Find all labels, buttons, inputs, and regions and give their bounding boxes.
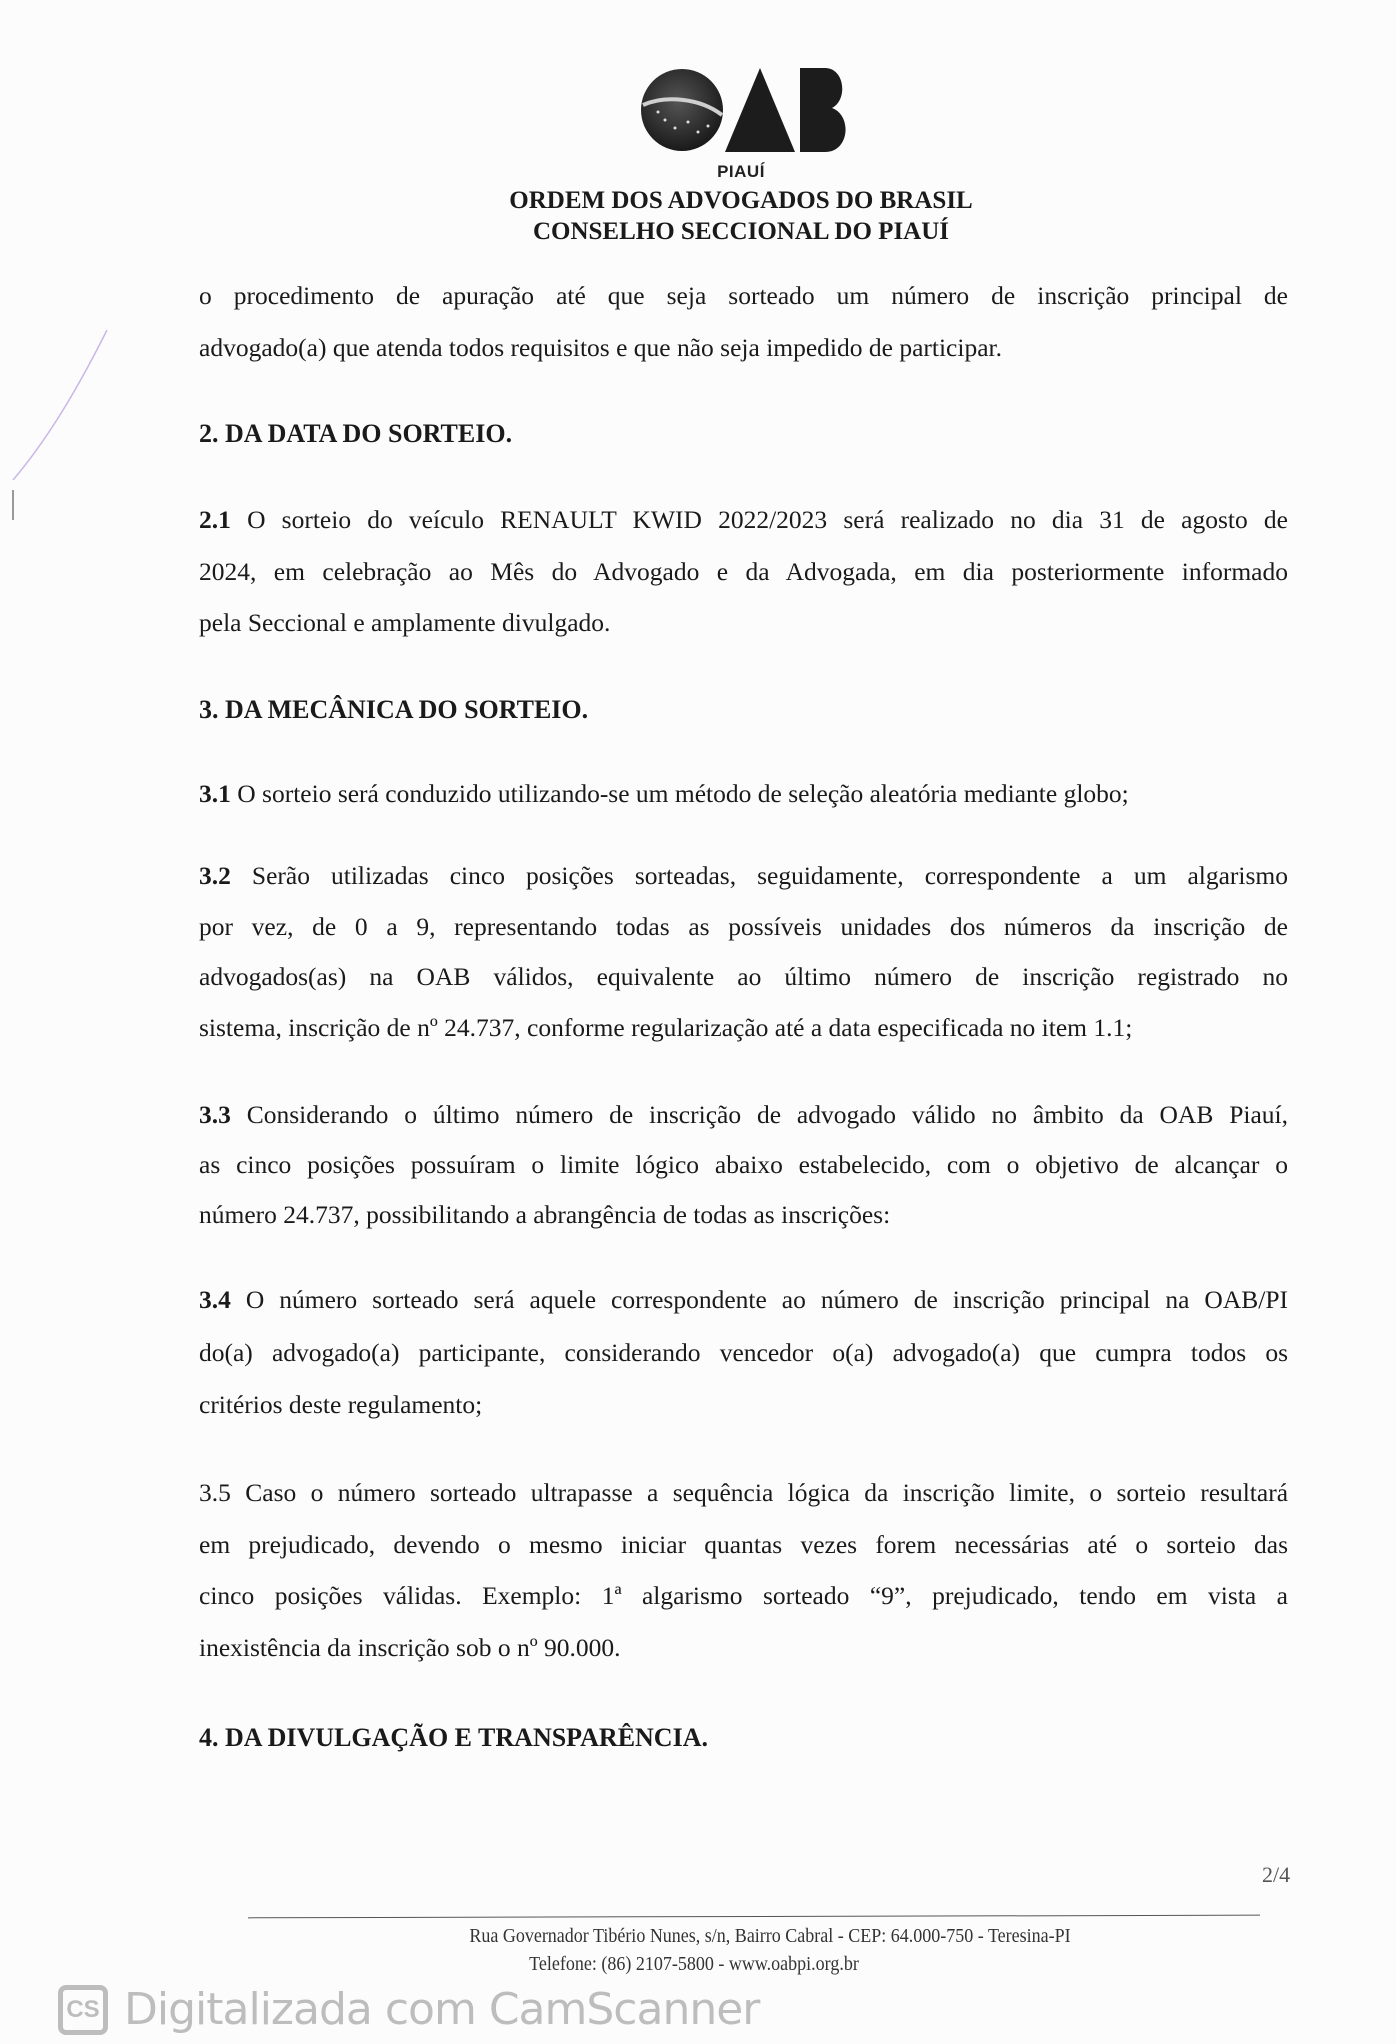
text-line: 2024, em celebração ao Mês do Advogado e da Advogada, em dia posteriormente informado bbox=[199, 556, 1288, 586]
item-number: 3.3 bbox=[199, 1100, 231, 1129]
text-line: do(a) advogado(a) participante, considerando vencedor o(a) advogado(a) que cumpra todos os bbox=[199, 1337, 1288, 1367]
section-heading-4: 4. DA DIVULGAÇÃO E TRANSPARÊNCIA. bbox=[199, 1723, 708, 1752]
text-line: cinco posições válidas. Exemplo: 1ª algarismo sorteado “9”, prejudicado, tendo em vista a bbox=[199, 1581, 1288, 1610]
text-line: Considerando o último número de inscrição de advogado válido no âmbito da OAB Piauí, bbox=[246, 1100, 1289, 1129]
text-line: inexistência da inscrição sob o nº 90.000. bbox=[199, 1632, 621, 1662]
text-line: Serão utilizadas cinco posições sorteadas, seguidamente, correspondente a um algarismo bbox=[251, 861, 1288, 890]
item-number: 3.2 bbox=[199, 861, 231, 890]
text-line: pela Seccional e amplamente divulgado. bbox=[199, 608, 611, 637]
camscanner-icon: CS bbox=[58, 1985, 108, 2035]
section-heading-2: 2. DA DATA DO SORTEIO. bbox=[199, 419, 513, 448]
watermark-text: Digitalizada com CamScanner bbox=[124, 1984, 760, 2035]
item-number: 3.1 bbox=[199, 779, 231, 808]
text-line: em prejudicado, devendo o mesmo iniciar quantas vezes forem necessárias até o sorteio das bbox=[199, 1529, 1288, 1559]
item-number: 2.1 bbox=[199, 505, 231, 534]
item-3-4 bbox=[199, 1274, 1288, 1432]
text-line: critérios deste regulamento; bbox=[199, 1390, 483, 1419]
camscanner-watermark bbox=[58, 1982, 759, 2038]
council-name: CONSELHO SECCIONAL DO PIAUÍ bbox=[532, 218, 950, 245]
org-name: ORDEM DOS ADVOGADOS DO BRASIL bbox=[509, 187, 973, 214]
text-line: número 24.737, possibilitando a abrangência de todas as inscrições: bbox=[199, 1200, 891, 1229]
text-line: por vez, de 0 a 9, representando todas as possíveis unidades dos números da inscrição de bbox=[199, 911, 1288, 941]
oab-logo bbox=[640, 60, 850, 160]
text-line: O sorteio do veículo RENAULT KWID 2022/2023 será realizado no dia 31 de agosto de bbox=[247, 505, 1288, 534]
logo-region-label: PIAUÍ bbox=[717, 162, 765, 181]
footer-contact: Telefone: (86) 2107-5800 - www.oabpi.org.br bbox=[529, 1953, 859, 1975]
scan-edge-mark bbox=[7, 330, 117, 520]
intro-paragraph bbox=[199, 270, 1288, 373]
item-number: 3.5 bbox=[199, 1478, 231, 1507]
text-line: sistema, inscrição de nº 24.737, conforme regularização até a data especificada no item 1.1; bbox=[199, 1012, 1133, 1042]
footer-divider bbox=[248, 1915, 1260, 1919]
item-3-1 bbox=[199, 768, 1288, 820]
section-heading-3: 3. DA MECÂNICA DO SORTEIO. bbox=[199, 695, 589, 724]
text-line: advogados(as) na OAB válidos, equivalente ao último número de inscrição registrado no bbox=[199, 962, 1288, 991]
item-3-5 bbox=[199, 1467, 1288, 1673]
text-line: O número sorteado será aquele correspondente ao número de inscrição principal na OAB/PI bbox=[245, 1285, 1289, 1314]
item-number: 3.4 bbox=[199, 1285, 231, 1314]
text-line: o procedimento de apuração até que seja sorteado um número de inscrição principal de bbox=[199, 281, 1288, 310]
text-line: Caso o número sorteado ultrapasse a sequência lógica da inscrição limite, o sorteio resultará bbox=[245, 1478, 1289, 1507]
item-2-1 bbox=[199, 494, 1288, 649]
page-number: 2/4 bbox=[1262, 1862, 1291, 1887]
item-3-3 bbox=[199, 1090, 1288, 1240]
text-line: advogado(a) que atenda todos requisitos e que não seja impedido de participar. bbox=[199, 332, 1002, 362]
footer-address: Rua Governador Tibério Nunes, s/n, Bairro Cabral - CEP: 64.000-750 - Teresina-PI bbox=[469, 1925, 1071, 1947]
text-line: as cinco posições possuíram o limite lógico abaixo estabelecido, com o objetivo de alcançar o bbox=[199, 1150, 1288, 1179]
item-3-2 bbox=[199, 851, 1288, 1053]
text-line: O sorteio será conduzido utilizando-se um método de seleção aleatória mediante globo; bbox=[237, 779, 1129, 808]
